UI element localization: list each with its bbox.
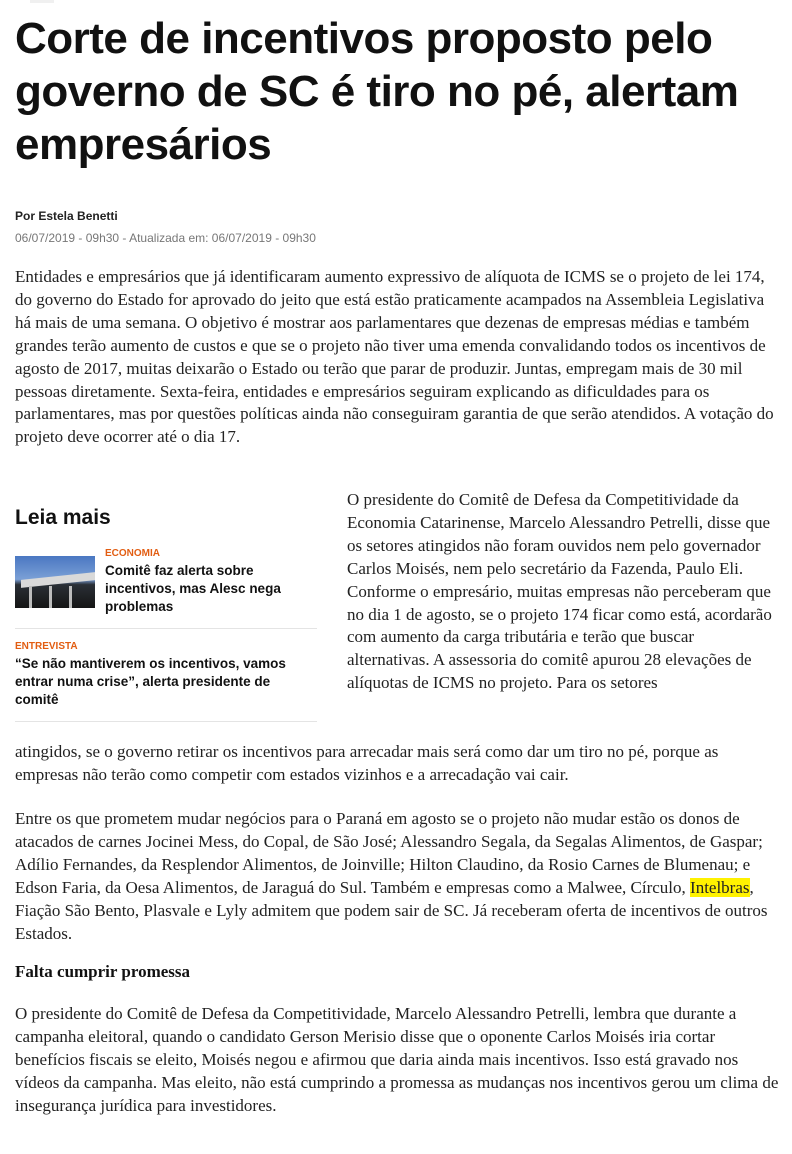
highlighted-link-intelbras[interactable]: Intelbras — [690, 877, 750, 897]
publish-date: 06/07/2019 - 09h30 - Atualizada em: 06/07/2019 - 09h30 — [15, 231, 316, 245]
paragraph-3 — [15, 808, 780, 945]
paragraph-2-continued: atingidos, se o governo retirar os incentivos para arrecadar mais será como dar um tiro no pé, porque as empresas não terão como competir com estados vizinhos e a arrecadação vai cair. — [15, 742, 719, 784]
related-item-entrevista[interactable] — [15, 629, 317, 722]
author-byline[interactable]: Por Estela Benetti — [15, 209, 118, 223]
related-item-economia[interactable] — [15, 548, 317, 629]
article-headline: Corte de incentivos proposto pelo governo de SC é tiro no pé, alertam empresários — [15, 14, 739, 169]
related-articles-box — [15, 506, 317, 722]
paragraph-4: O presidente do Comitê de Defesa da Competitividade, Marcelo Alessandro Petrelli, lembra que durante a campanha eleitoral, quando o candidato Gerson Merisio disse que o oponente Carlos Moisés iria cortar benefícios fiscais se eleito, Moisés negou e afirmou que daria ainda mais incentivos. Isso está gravado nos vídeos da campanha. Mas eleito, não está cumprindo a promessa as mudanças nos incentivos gerou um clima de insegurança jurídica para investidores. — [15, 1004, 779, 1115]
related-thumbnail-image[interactable] — [15, 556, 95, 608]
paragraph-3-text-end: , Fiação São Bento, Plasvale e Lyly admitem que podem sair de SC. Já receberam oferta de incentivos de outros Estados. — [15, 877, 768, 943]
section-subheading: Falta cumprir promessa — [15, 962, 191, 981]
top-decoration — [30, 0, 54, 3]
related-tag: ENTREVISTA — [15, 641, 78, 652]
related-link-title[interactable]: Comitê faz alerta sobre incentivos, mas Alesc nega problemas — [105, 563, 281, 614]
related-tag: ECONOMIA — [105, 548, 160, 559]
paragraph-2-column: O presidente do Comitê de Defesa da Competitividade da Economia Catarinense, Marcelo Alessandro Petrelli, disse que os setores atingidos não foram ouvidos nem pelo governador Carlos Moisés, nem pelo secretário da Fazenda, Paulo Eli. Conforme o empresário, muitas empresas não perceberam que no dia 1 de agosto, se o projeto 174 ficar como está, acordarão com aumento da carga tributária e terão que buscar alternativas. A assessoria do comitê apurou 28 elevações de alíquotas de ICMS no projeto. Para os setores — [347, 490, 772, 693]
paragraph-3-text: Entre os que prometem mudar negócios para o Paraná em agosto se o projeto não mudar estão os donos de atacados de carnes Jocinei Mess, do Copal, de São José; Alessandro Segala, da Segalas Alimentos, de Gaspar; Adílio Fernandes, da Resplendor Alimentos, de Joinville; Hilton Claudino, da Rosio Carnes de Blumenau; e Edson Faria, da Oesa Alimentos, de Jaraguá do Sul. Também e empresas como a Malwee, Círculo, — [15, 809, 763, 897]
related-link-title[interactable]: “Se não mantiverem os incentivos, vamos entrar numa crise”, alerta presidente de comitê — [15, 656, 286, 707]
related-title: Leia mais — [15, 506, 111, 529]
paragraph-1: Entidades e empresários que já identificaram aumento expressivo de alíquota de ICMS se o projeto de lei 174, do governo do Estado for aprovado do jeito que está estão praticamente acampados na Assembleia Legislativa há mais de uma semana. O objetivo é mostrar aos parlamentares que dezenas de empresas médias e também grandes terão aumento de custos e que se o projeto não tiver uma emenda convalidando todos os incentivos de agosto de 2017, muitas deixarão o Estado ou terão que parar de produzir. Juntas, empregam mais de 30 mil pessoas diretamente. Sexta-feira, entidades e empresários seguiram explicando as dificuldades para os parlamentares, mas por questões políticas ainda não conseguiram garantia de que serão atendidos. A votação do projeto deve ocorrer até o dia 17. — [15, 267, 774, 447]
